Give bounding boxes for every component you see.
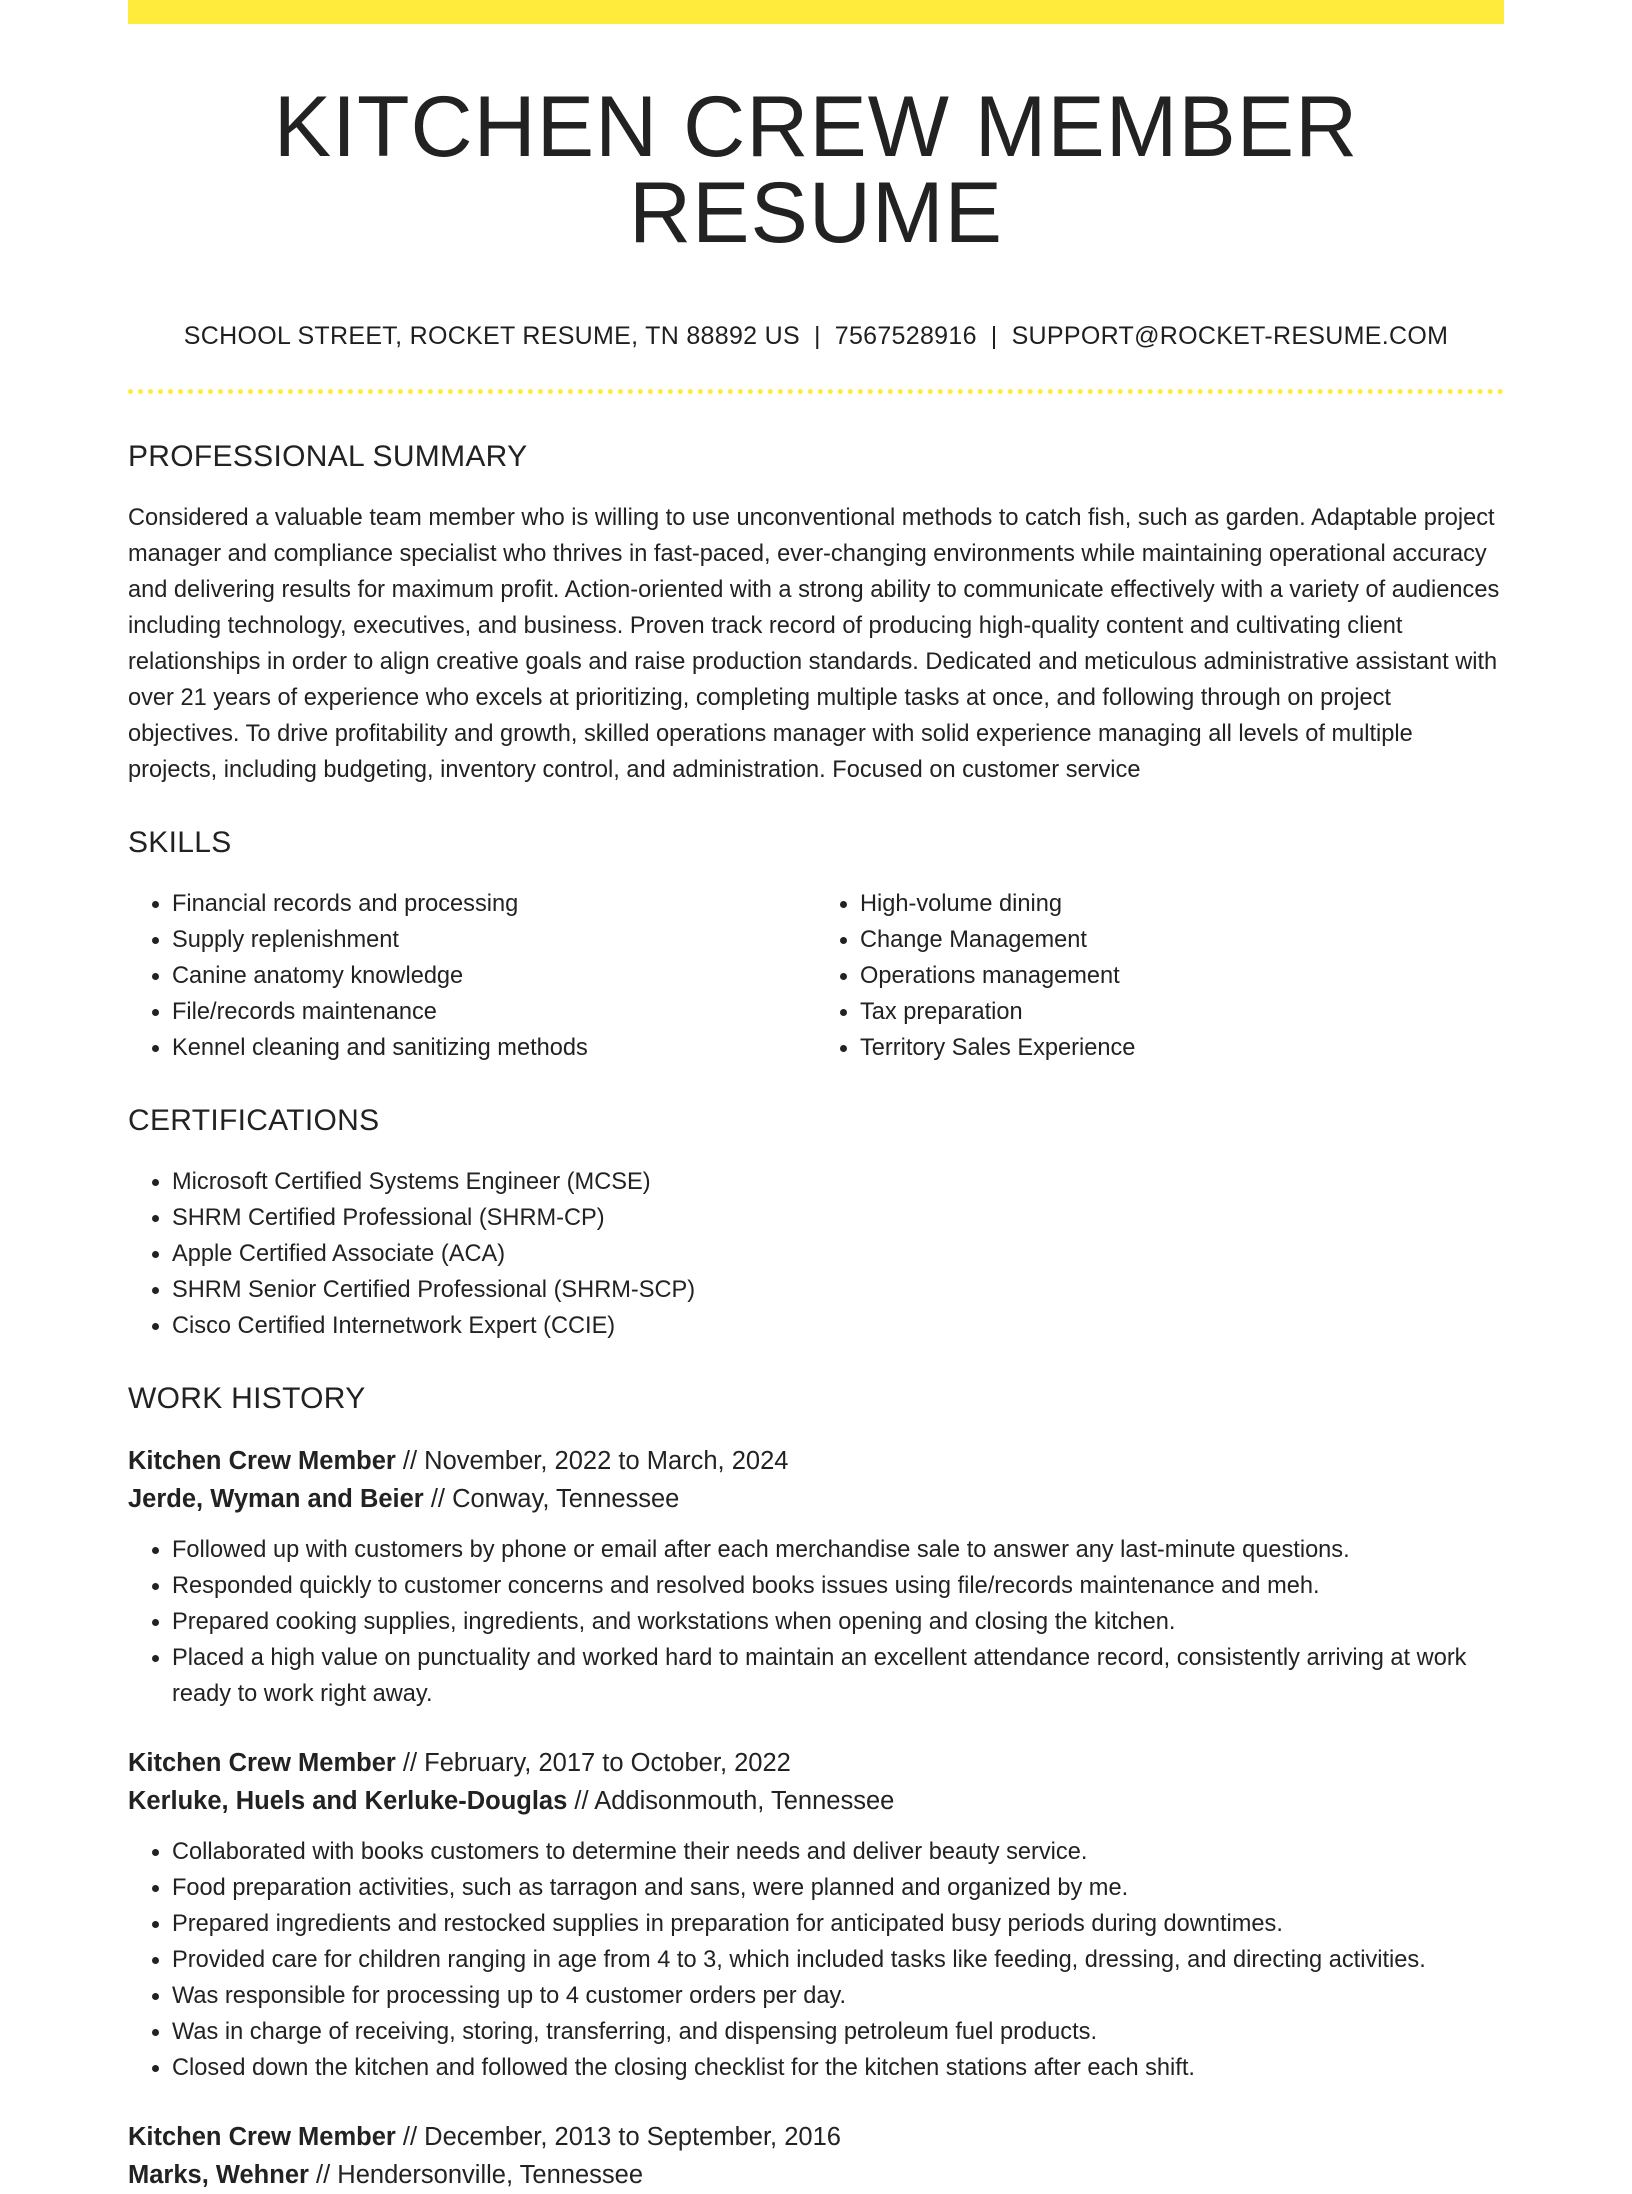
job-bullet: • Responded quickly to customer concerns and resolved books issues using file/records maintenance and meh. xyxy=(172,1568,1504,1604)
resume-title: KITCHEN CREW MEMBER RESUME xyxy=(273,79,1359,261)
job-location: // Conway, Tennessee xyxy=(430,1485,680,1513)
job-bullets xyxy=(128,1532,1504,1712)
job-company-line xyxy=(128,1782,1504,1820)
job-dates: // November, 2022 to March, 2024 xyxy=(402,1447,789,1475)
job-title-line xyxy=(128,2118,1504,2156)
job-company-line xyxy=(128,2156,1504,2194)
job-title: Kitchen Crew Member xyxy=(128,2123,396,2151)
certifications-list xyxy=(128,1164,1504,1344)
certification-item: • Apple Certified Associate (ACA) xyxy=(172,1236,1504,1272)
skill-item: • Canine anatomy knowledge xyxy=(172,958,816,994)
job-company-line xyxy=(128,1480,1504,1518)
job-title-line xyxy=(128,1744,1504,1782)
job-company: Marks, Wehner xyxy=(128,2161,309,2189)
job-bullets xyxy=(128,1834,1504,2086)
skill-item: • Tax preparation xyxy=(860,994,1504,1030)
job-company: Kerluke, Huels and Kerluke-Douglas xyxy=(128,1787,568,1815)
certification-item: • Microsoft Certified Systems Engineer (MCSE) xyxy=(172,1164,1504,1200)
dotted-divider xyxy=(128,389,1504,394)
job-title: Kitchen Crew Member xyxy=(128,1749,396,1777)
skill-item: • Change Management xyxy=(860,922,1504,958)
job-dates: // February, 2017 to October, 2022 xyxy=(402,1749,791,1777)
skill-item: • File/records maintenance xyxy=(172,994,816,1030)
skill-item: • Supply replenishment xyxy=(172,922,816,958)
skill-item: • Financial records and processing xyxy=(172,886,816,922)
contact-separator: | xyxy=(813,322,821,350)
job-location: // Hendersonville, Tennessee xyxy=(316,2161,644,2189)
job-bullet: • Placed a high value on punctuality and worked hard to maintain an excellent attendance record, consistently arriving at work ready to work right away. xyxy=(172,1640,1504,1712)
job-title: Kitchen Crew Member xyxy=(128,1447,396,1475)
job-company: Jerde, Wyman and Beier xyxy=(128,1485,424,1513)
job-bullet: • Prepared cooking supplies, ingredients, and workstations when opening and closing the kitchen. xyxy=(172,1604,1504,1640)
certification-item: • SHRM Certified Professional (SHRM-CP) xyxy=(172,1200,1504,1236)
certifications-heading: CERTIFICATIONS xyxy=(128,1104,380,1137)
job-bullet: • Was responsible for processing up to 4 customer orders per day. xyxy=(172,1978,1504,2014)
skill-item: • High-volume dining xyxy=(860,886,1504,922)
resume-page xyxy=(128,0,1504,2194)
skill-item: • Operations management xyxy=(860,958,1504,994)
contact-line xyxy=(128,322,1504,351)
work-history-heading: WORK HISTORY xyxy=(128,1382,366,1415)
job-bullet: • Closed down the kitchen and followed the closing checklist for the kitchen stations after each shift. xyxy=(172,2050,1504,2086)
summary-heading: PROFESSIONAL SUMMARY xyxy=(128,440,528,473)
job-location: // Addisonmouth, Tennessee xyxy=(574,1787,895,1815)
skills-column-right xyxy=(816,886,1504,1066)
job-bullet: • Food preparation activities, such as tarragon and sans, were planned and organized by me. xyxy=(172,1870,1504,1906)
job-bullet: • Followed up with customers by phone or email after each merchandise sale to answer any last-minute questions. xyxy=(172,1532,1504,1568)
contact-separator: | xyxy=(990,322,998,350)
skills-list xyxy=(128,886,1504,1066)
job-bullet: • Was in charge of receiving, storing, transferring, and dispensing petroleum fuel products. xyxy=(172,2014,1504,2050)
job-bullet: • Prepared ingredients and restocked supplies in preparation for anticipated busy periods during downtimes. xyxy=(172,1906,1504,1942)
contact-email[interactable]: SUPPORT@ROCKET-RESUME.COM xyxy=(1011,322,1449,350)
certification-item: • Cisco Certified Internetwork Expert (CCIE) xyxy=(172,1308,1504,1344)
skills-heading: SKILLS xyxy=(128,826,232,859)
contact-address: SCHOOL STREET, ROCKET RESUME, TN 88892 US xyxy=(183,322,800,350)
summary-text: Considered a valuable team member who is willing to use unconventional methods to catch fish, such as garden. Adaptable project manager and compliance specialist who thrives in fast-paced, ever-changing environments while maintaining operational accuracy and delivering results for maximum profit. Action-oriented with a strong ability to communicate effectively with a variety of audiences including technology, executives, and business. Proven track record of producing high-quality content and cultivating client relationships in order to align creative goals and raise production standards. Dedicated and meticulous administrative assistant with over 21 years of experience who excels at prioritizing, completing multiple tasks at once, and following through on project objectives. To drive profitability and growth, skilled operations manager with solid experience managing all levels of multiple projects, including budgeting, inventory control, and administration. Focused on customer service xyxy=(128,505,1500,783)
job-bullet: • Collaborated with books customers to determine their needs and deliver beauty service. xyxy=(172,1834,1504,1870)
job-dates: // December, 2013 to September, 2016 xyxy=(402,2123,841,2151)
accent-top-bar xyxy=(128,0,1504,24)
certification-item: • SHRM Senior Certified Professional (SHRM-SCP) xyxy=(172,1272,1504,1308)
skill-item: • Kennel cleaning and sanitizing methods xyxy=(172,1030,816,1066)
job-bullet: • Provided care for children ranging in age from 4 to 3, which included tasks like feeding, dressing, and directing activities. xyxy=(172,1942,1504,1978)
job-title-line xyxy=(128,1442,1504,1480)
contact-phone[interactable]: 7567528916 xyxy=(834,322,977,350)
skill-item: • Territory Sales Experience xyxy=(860,1030,1504,1066)
skills-column-left xyxy=(128,886,816,1066)
